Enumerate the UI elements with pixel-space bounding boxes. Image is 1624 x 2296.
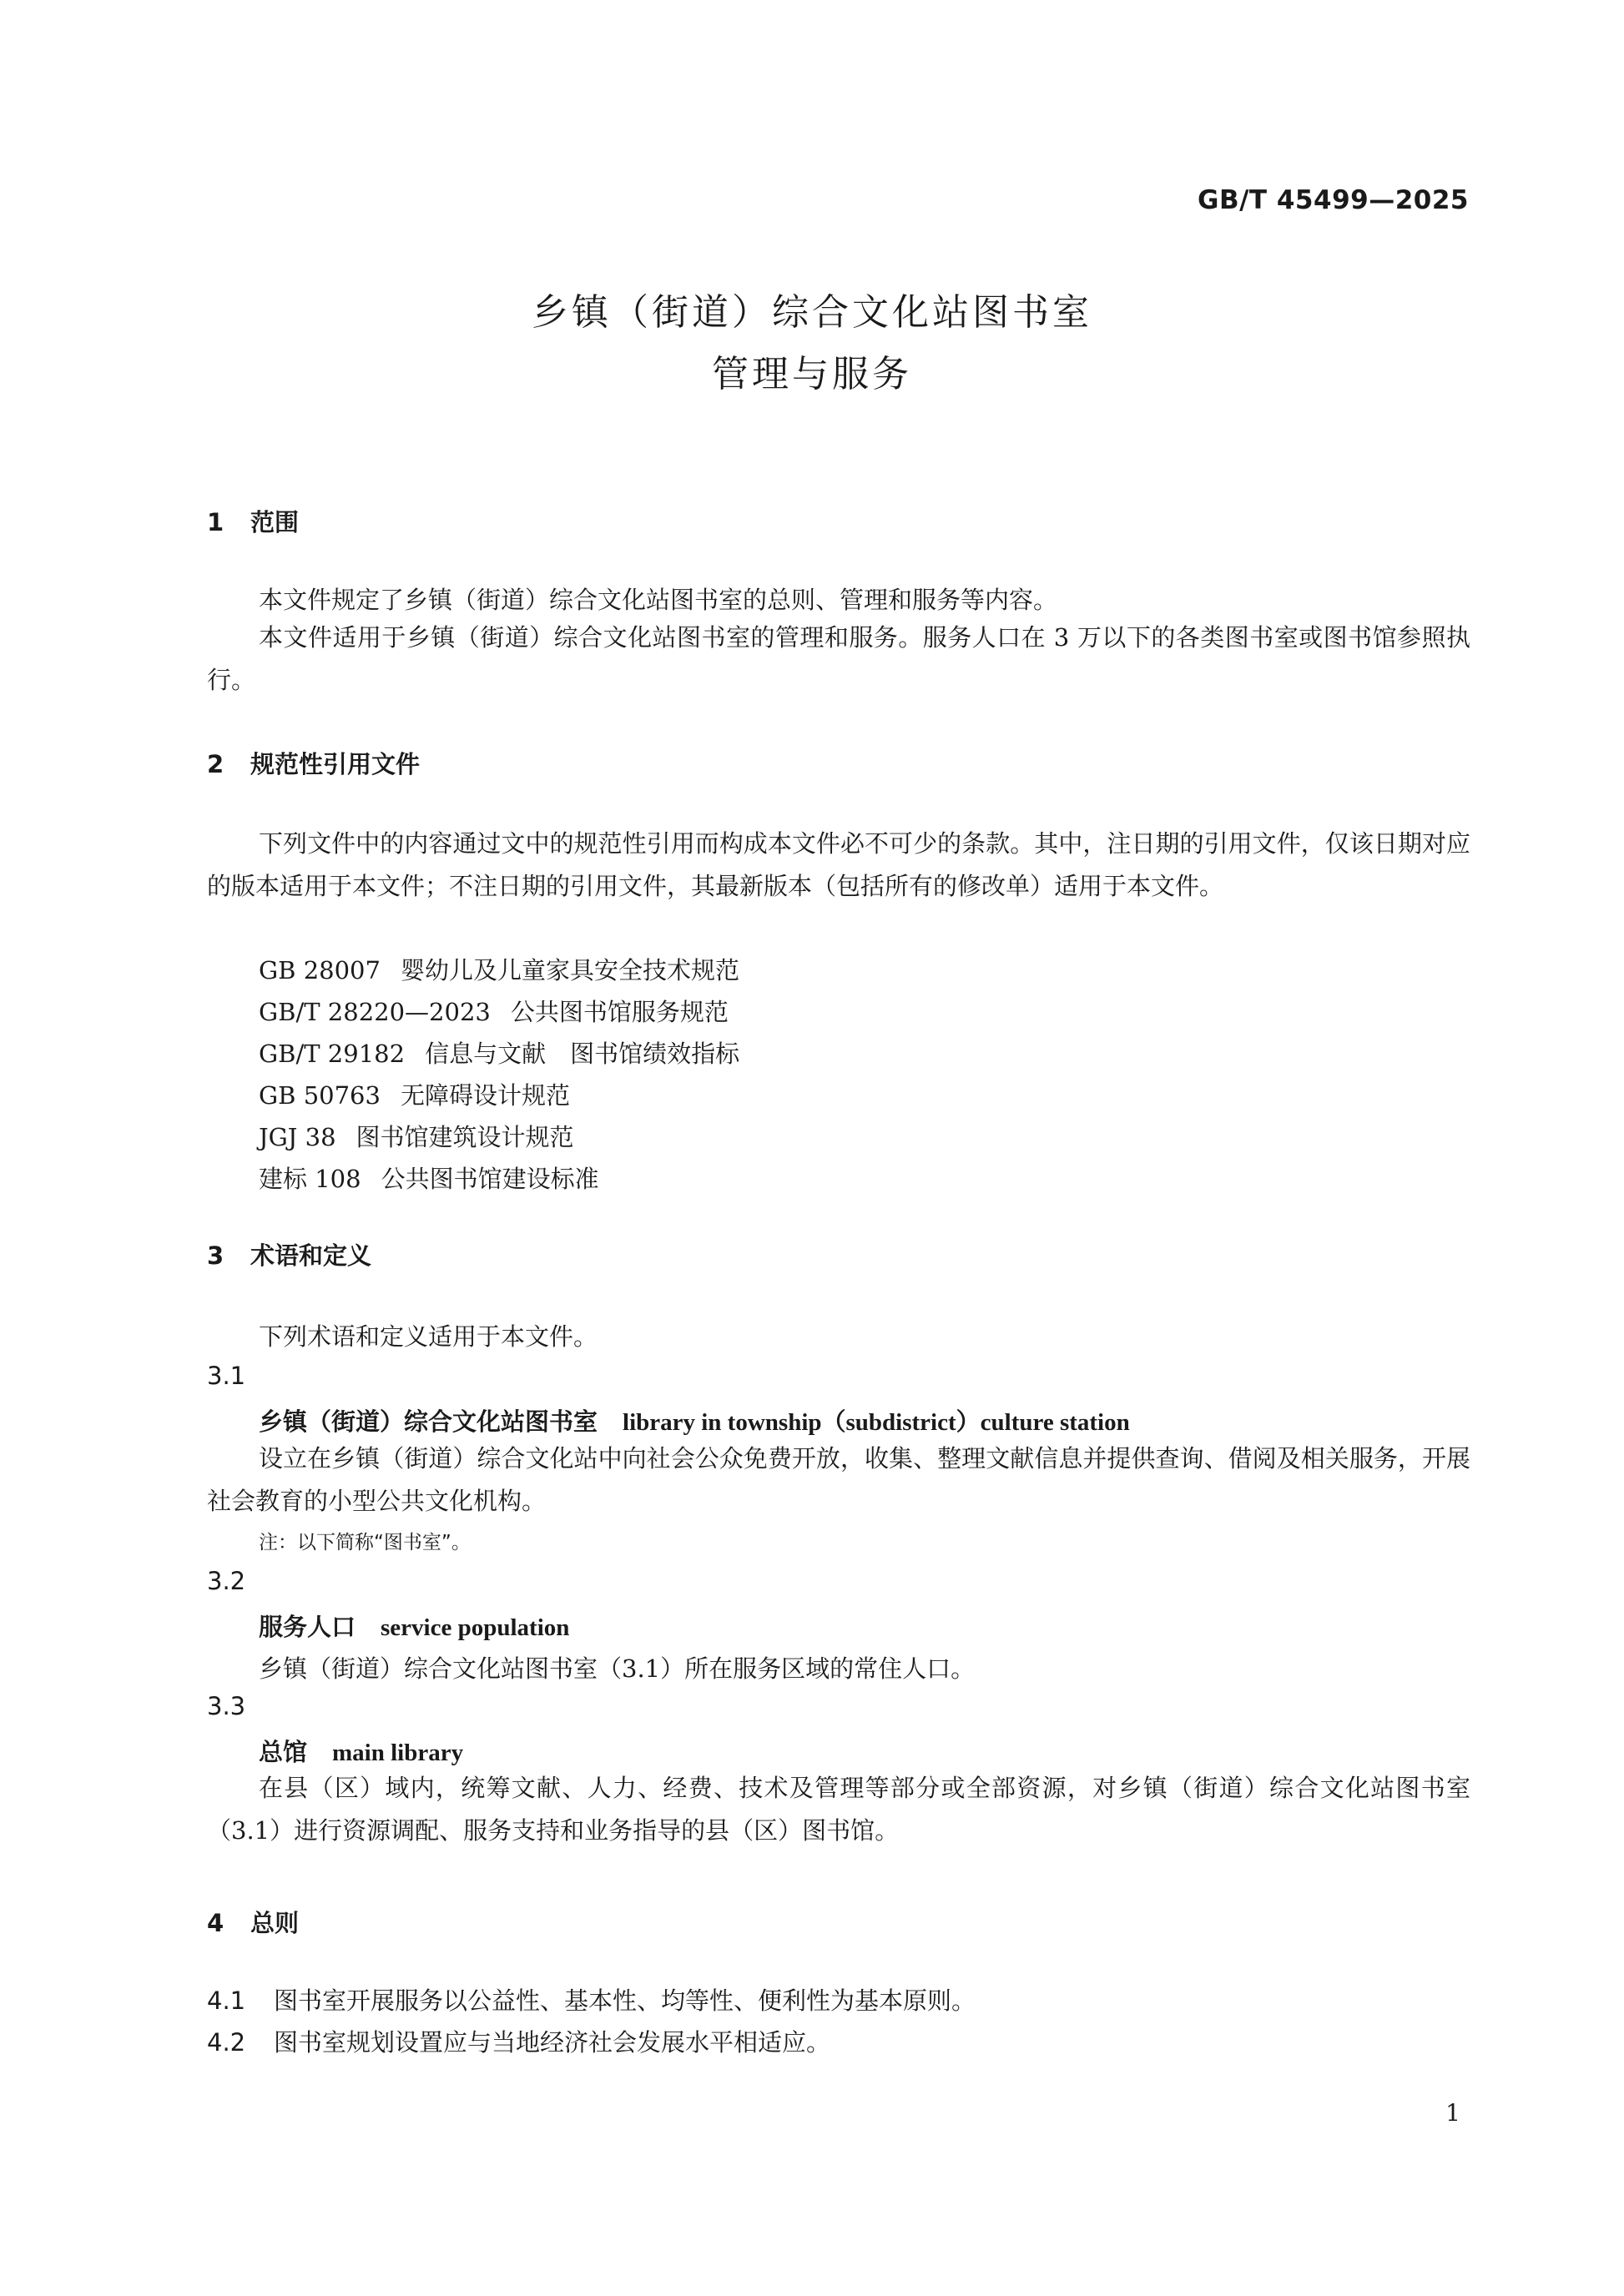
normative-reference <box>259 1161 599 1195</box>
term-definition: 在县（区）域内，统筹文献、人力、经费、技术及管理等部分或全部资源，对乡镇（街道）综合文化站图书室（3.1）进行资源调配、服务支持和业务指导的县（区）图书馆。 <box>207 1774 1470 1845</box>
reference-title: 信息与文献 图书馆绩效指标 <box>425 1040 740 1068</box>
section-heading-4 <box>207 1905 299 1939</box>
term-definition: 设立在乡镇（街道）综合文化站中向社会公众免费开放，收集、整理文献信息并提供查询、借阅及相关服务，开展社会教育的小型公共文化机构。 <box>207 1444 1470 1515</box>
section-heading-3 <box>207 1237 371 1271</box>
term-title <box>259 1609 569 1643</box>
normative-reference <box>259 1119 574 1153</box>
term-en: library in township（subdistrict）culture station <box>623 1409 1130 1436</box>
reference-code: GB/T 28220—2023 <box>259 998 491 1026</box>
reference-title: 图书馆建筑设计规范 <box>356 1123 574 1151</box>
clause <box>207 1982 976 2017</box>
normative-reference <box>259 952 739 986</box>
document-title-line1: 乡镇（街道）综合文化站图书室 <box>532 291 1092 334</box>
clause-text: 图书室规划设置应与当地经济社会发展水平相适应。 <box>274 2028 831 2057</box>
term-definition: 乡镇（街道）综合文化站图书室（3.1）所在服务区域的常住人口。 <box>259 1654 976 1683</box>
reference-code: GB 50763 <box>259 1081 381 1110</box>
paragraph: 下列术语和定义适用于本文件。 <box>259 1322 598 1351</box>
reference-code: GB/T 29182 <box>259 1040 406 1068</box>
term-title <box>259 1734 463 1768</box>
paragraph: 本文件适用于乡镇（街道）综合文化站图书室的管理和服务。服务人口在 3 万以下的各类图书室或图书馆参照执行。 <box>207 623 1470 694</box>
section-number: 3 <box>207 1241 224 1270</box>
section-title: 规范性引用文件 <box>250 750 421 778</box>
document-title-line2: 管理与服务 <box>712 353 912 395</box>
reference-code: JGJ 38 <box>259 1123 336 1151</box>
reference-title: 婴幼儿及儿童家具安全技术规范 <box>400 956 739 984</box>
term-note: 注：以下简称“图书室”。 <box>259 1532 471 1553</box>
term-zh: 总馆 <box>259 1738 308 1766</box>
section-number: 4 <box>207 1909 224 1937</box>
standard-number: GB/T 45499—2025 <box>1198 185 1469 215</box>
clause-number: 4.2 <box>207 2028 246 2057</box>
section-title: 总则 <box>250 1909 300 1937</box>
term-number: 3.1 <box>207 1362 246 1390</box>
clause <box>207 2024 830 2058</box>
normative-reference <box>259 1035 739 1070</box>
reference-title: 公共图书馆建设标准 <box>381 1165 599 1193</box>
normative-reference <box>259 1077 570 1111</box>
term-en: service population <box>381 1614 570 1641</box>
section-title: 术语和定义 <box>250 1241 372 1270</box>
section-heading-2 <box>207 746 420 780</box>
term-zh: 服务人口 <box>259 1613 356 1641</box>
section-title: 范围 <box>250 508 300 536</box>
reference-code: 建标 108 <box>259 1165 361 1193</box>
paragraph: 本文件规定了乡镇（街道）综合文化站图书室的总则、管理和服务等内容。 <box>259 586 1058 614</box>
term-title <box>259 1403 1130 1438</box>
term-number: 3.2 <box>207 1567 246 1595</box>
reference-code: GB 28007 <box>259 956 381 984</box>
term-zh: 乡镇（街道）综合文化站图书室 <box>259 1407 598 1436</box>
section-number: 1 <box>207 508 224 536</box>
normative-reference <box>259 994 729 1028</box>
paragraph: 下列文件中的内容通过文中的规范性引用而构成本文件必不可少的条款。其中，注日期的引用文件，仅该日期对应的版本适用于本文件；不注日期的引用文件，其最新版本（包括所有的修改单）适用于本文件。 <box>207 829 1470 900</box>
term-en: main library <box>332 1740 464 1766</box>
section-heading-1 <box>207 504 299 538</box>
section-number: 2 <box>207 750 224 778</box>
clause-text: 图书室开展服务以公益性、基本性、均等性、便利性为基本原则。 <box>274 1986 976 2015</box>
term-number: 3.3 <box>207 1692 246 1720</box>
reference-title: 公共图书馆服务规范 <box>510 998 729 1026</box>
clause-number: 4.1 <box>207 1986 246 2015</box>
reference-title: 无障碍设计规范 <box>400 1081 570 1110</box>
page-number: 1 <box>1445 2099 1460 2127</box>
